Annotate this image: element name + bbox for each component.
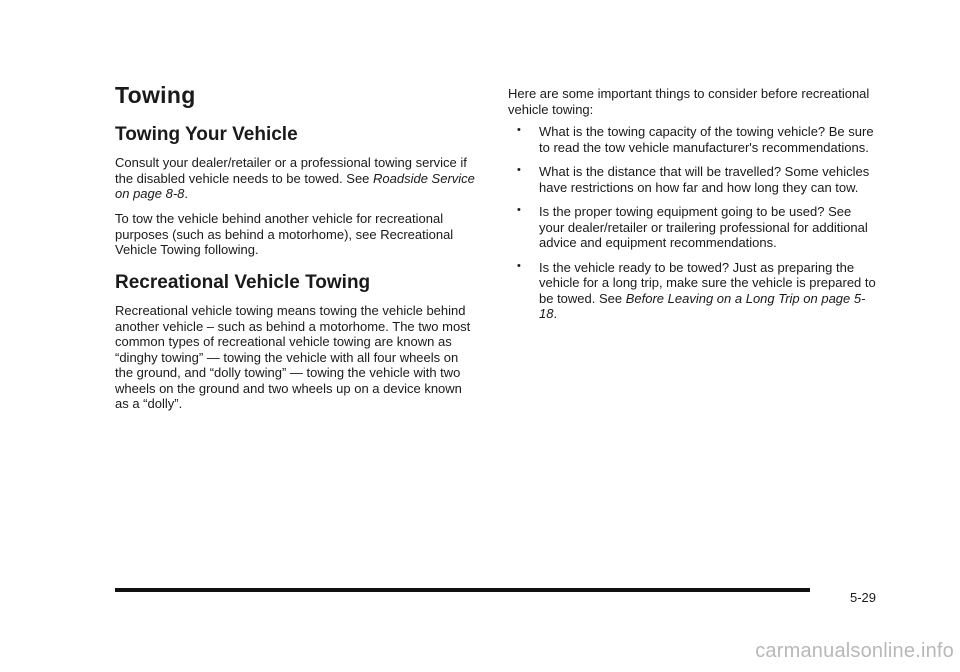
paragraph-consult-dealer	[115, 155, 475, 202]
list-item-text: What is the towing capacity of the towing vehicle? Be sure to read the tow vehicle manufacturer's recommendations.	[539, 124, 874, 155]
page-number: 5-29	[850, 590, 877, 605]
paragraph-text: Consult your dealer/retailer or a professional towing service if the disabled vehicle needs to be towed. See	[115, 155, 467, 186]
considerations-list	[508, 124, 878, 331]
list-item-end: .	[553, 306, 558, 321]
bullet-icon: •	[517, 164, 521, 176]
list-item	[508, 164, 878, 195]
list-item-text: Is the proper towing equipment going to be used? See your dealer/retailer or trailering professional for additional advice and equipment recommendations.	[539, 204, 868, 250]
chapter-title: Towing	[115, 82, 196, 108]
cross-reference-roadside-service[interactable]: Roadside Service on page 8-8	[115, 170, 475, 201]
paragraph-end: .	[184, 186, 189, 201]
paragraph-considerations-intro: Here are some important things to consider before recreational vehicle towing:	[508, 86, 870, 117]
paragraph-tow-behind: To tow the vehicle behind another vehicle for recreational purposes (such as behind a motorhome), see Recreational Vehicle Towing following.	[115, 211, 454, 257]
bullet-icon: •	[517, 204, 521, 216]
bullet-icon: •	[517, 124, 521, 136]
section-heading-towing-your-vehicle: Towing Your Vehicle	[115, 124, 298, 145]
watermark: carmanualsonline.info	[755, 640, 954, 662]
cross-reference-before-leaving[interactable]: Before Leaving on a Long Trip on page 5-18	[539, 290, 866, 321]
list-item-text: Is the vehicle ready to be towed? Just as preparing the vehicle for a long trip, make sure the vehicle is prepared to be towed. See	[539, 259, 876, 306]
list-item	[508, 204, 878, 251]
list-item	[508, 260, 878, 322]
footer-rule	[115, 588, 810, 592]
paragraph-recreational-towing: Recreational vehicle towing means towing the vehicle behind another vehicle – such as behind a motorhome. The two most common types of recreational vehicle towing are known as “dinghy towing” — towing the vehicle with all four wheels on the ground, and “dolly towing” — towing the vehicle with two wheels on the ground and two wheels up on a device known as a “dolly”.	[115, 303, 471, 411]
list-item	[508, 124, 878, 155]
section-heading-recreational-towing: Recreational Vehicle Towing	[115, 272, 371, 293]
bullet-icon: •	[517, 259, 521, 272]
list-item-text: What is the distance that will be travelled? Some vehicles have restrictions on how far and how long they can tow.	[539, 164, 870, 195]
